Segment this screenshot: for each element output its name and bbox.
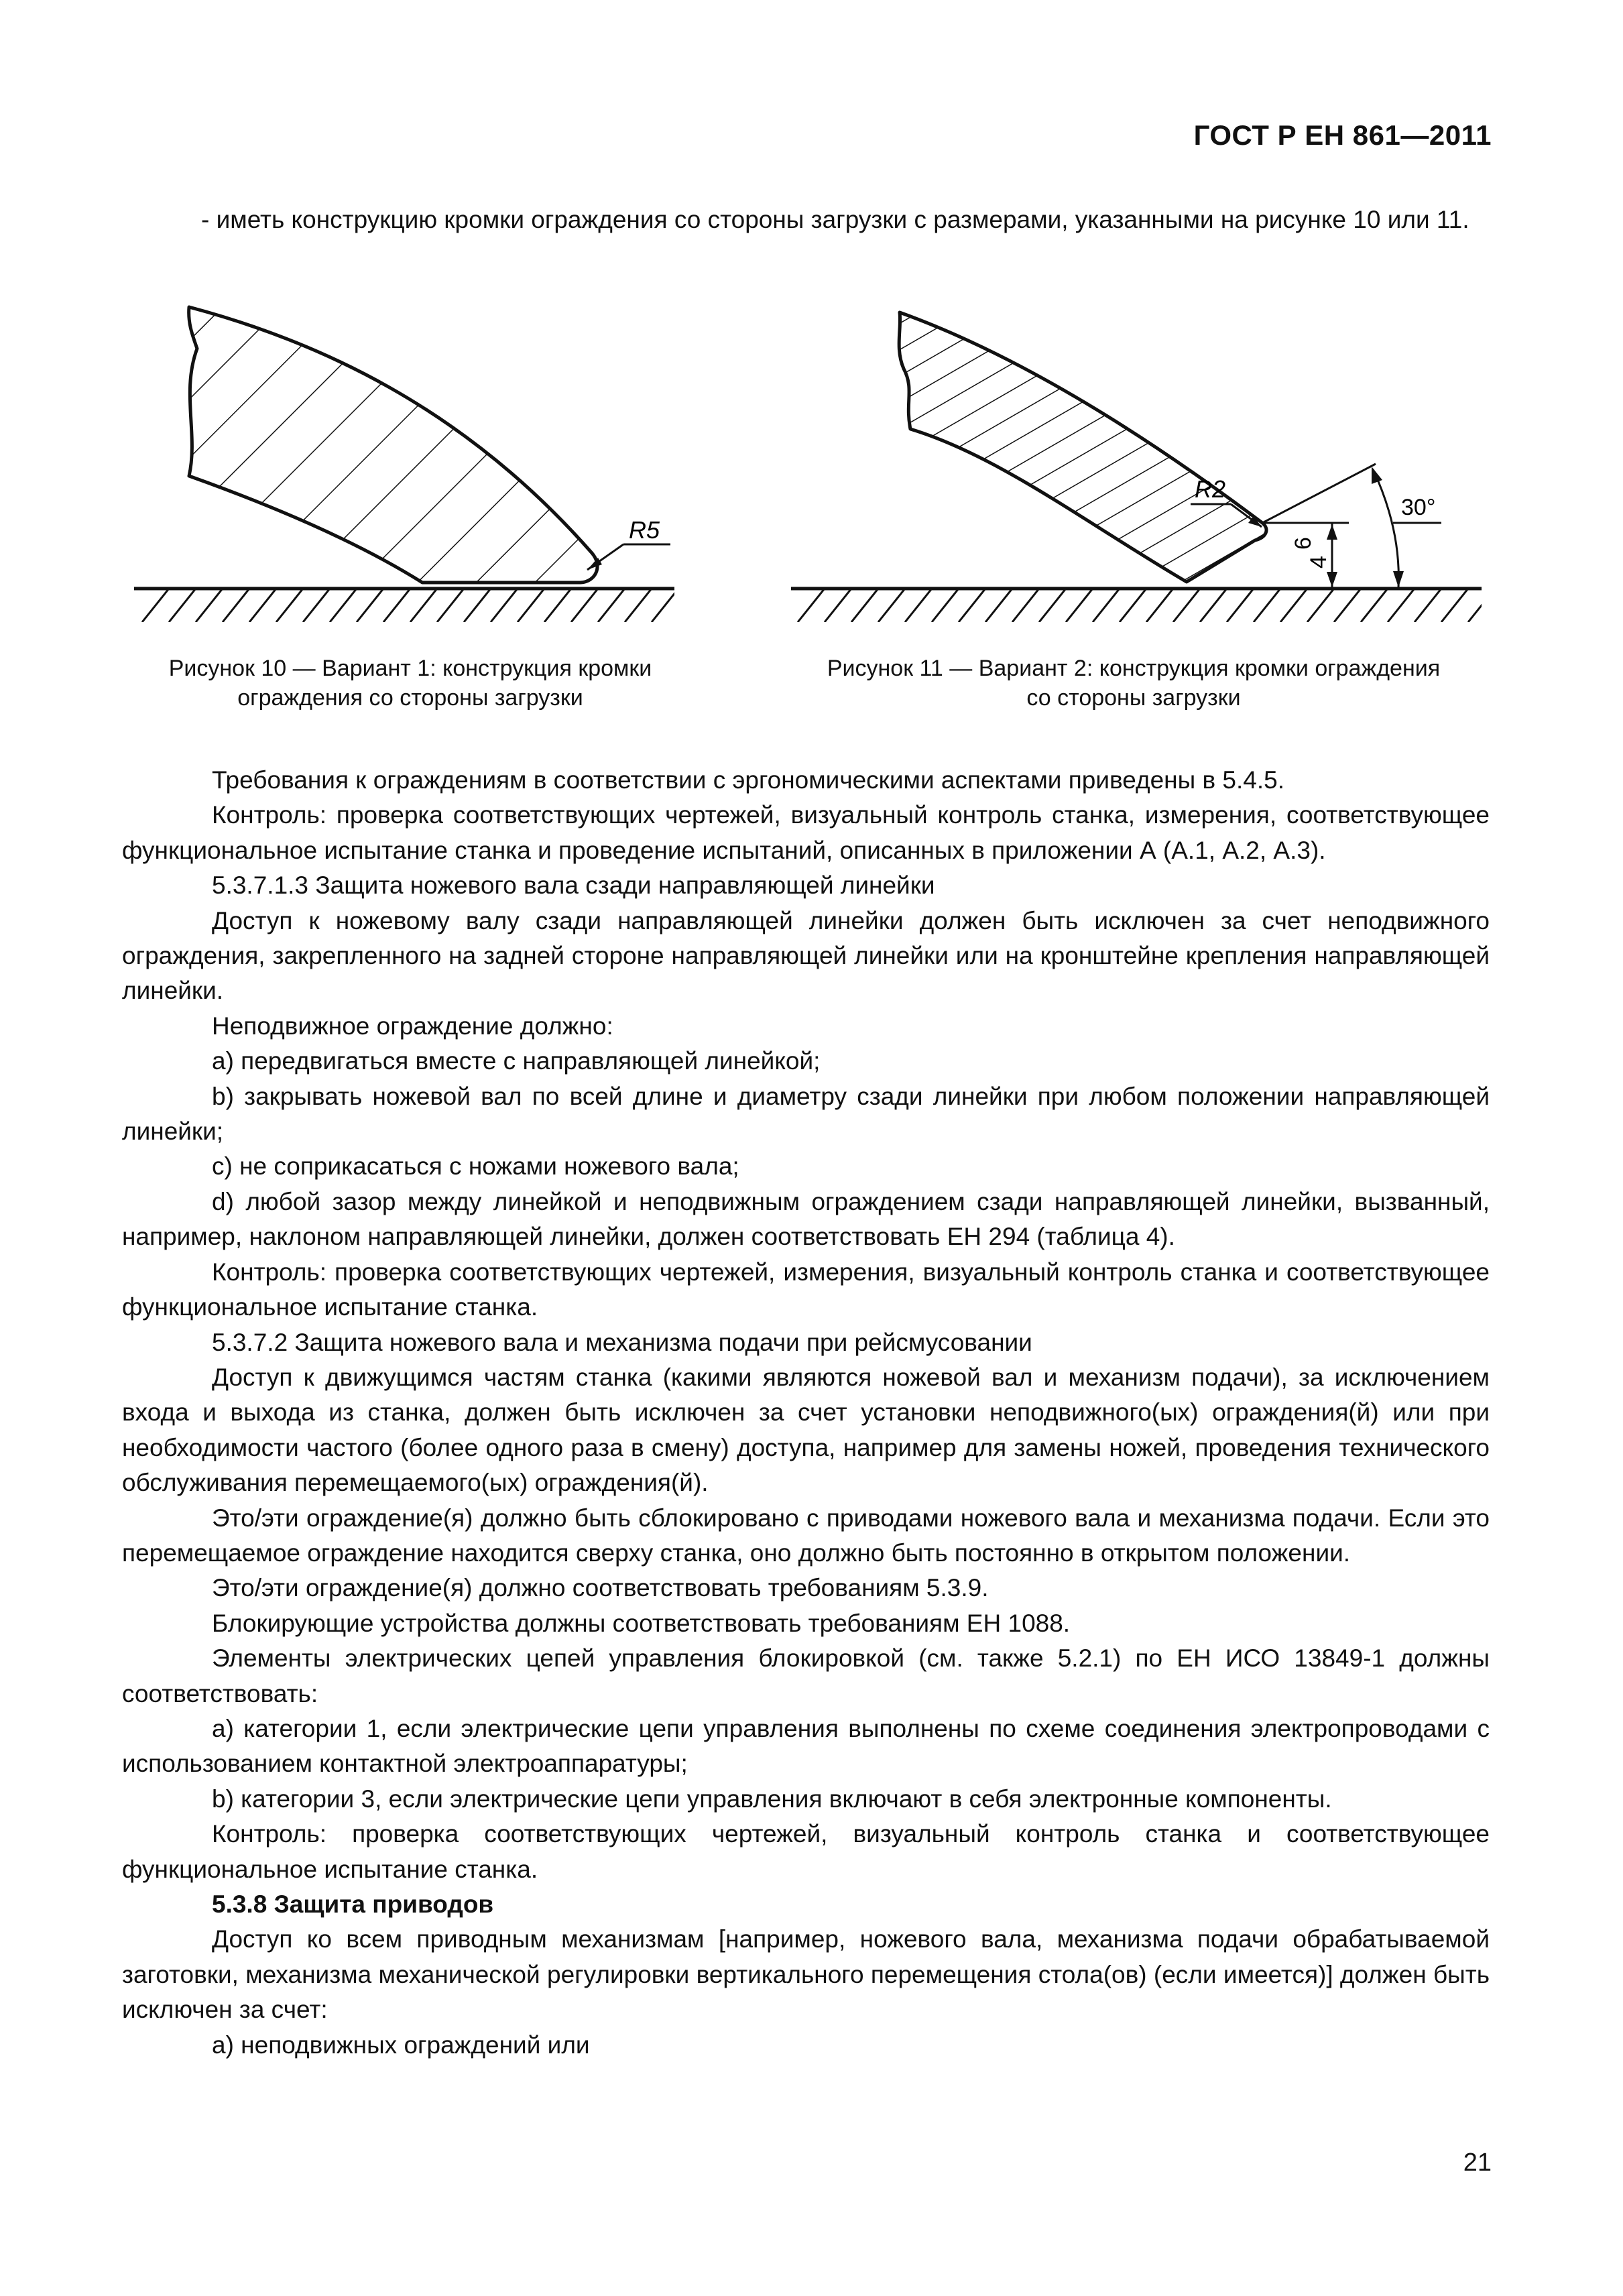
list-item: d) любой зазор между линейкой и неподвижным ограждением сзади направляющей линейки, вызванный, например, наклоном направляющей линейки, должен соответствовать ЕН 294 (таблица 4).: [122, 1187, 1490, 1251]
list-item: b) категории 3, если электрические цепи управления включают в себя электронные компоненты.: [212, 1785, 1332, 1813]
ground-hatch-1: [142, 589, 678, 622]
ground-hatch-2: [798, 589, 1495, 622]
r5-label: R5: [629, 516, 660, 544]
paragraph: Элементы электрических цепей управления блокировкой (см. также 5.2.1) по ЕН ИСО 13849-1 должны соответствовать:: [122, 1644, 1490, 1707]
page-number: 21: [1463, 2149, 1492, 2177]
list-item: c) не соприкасаться с ножами ножевого вала;: [212, 1152, 739, 1181]
figure-11-caption: [778, 654, 1490, 713]
paragraph: Это/эти ограждение(я) должно быть сблокировано с приводами ножевого вала и механизма подачи. Если это перемещаемое ограждение находится сверху станка, оно должно быть постоянно в открытом положении.: [122, 1504, 1490, 1567]
intro-paragraph: - иметь конструкцию кромки ограждения со стороны загрузки с размерами, указанными на рисунке 10 или 11.: [201, 206, 1469, 233]
paragraph: Это/эти ограждение(я) должно соответствовать требованиям 5.3.9.: [212, 1574, 989, 1602]
guard-edge-profile-1: [189, 307, 597, 583]
paragraph: Требования к ограждениям в соответствии с эргономическими аспектами приведены в 5.4.5.: [212, 766, 1284, 794]
body-text: [122, 763, 1490, 2063]
list-item: a) неподвижных ограждений или: [212, 2031, 590, 2059]
angle-line-30: [1262, 464, 1376, 523]
paragraph: Неподвижное ограждение должно:: [212, 1012, 613, 1040]
list-item: a) передвигаться вместе с направляющей линейкой;: [212, 1047, 821, 1075]
paragraph: Доступ к движущимся частям станка (какими являются ножевой вал и механизм подачи), за исключением входа и выхода из станка, должен быть исключен за счет установки неподвижного(ых) ограждения(й) или при необходимости частого (более одного раза в смену) доступа, например для замены ножей, проведения технического обслуживания перемещаемого(ых) ограждения(й).: [122, 1363, 1490, 1497]
paragraph: Контроль: проверка соответствующих чертежей, визуальный контроль станка и соответствующее функциональное испытание станка.: [122, 1820, 1490, 1883]
arc-arrow-top: [1372, 467, 1382, 484]
section-heading: 5.3.7.1.3 Защита ножевого вала сзади направляющей линейки: [212, 871, 935, 900]
figure-11-caption-line1: Рисунок 11 — Вариант 2: конструкция кромки ограждения: [827, 656, 1441, 681]
dim-arrow-top: [1327, 524, 1337, 540]
figure-10-caption: [122, 654, 699, 713]
paragraph: Контроль: проверка соответствующих чертежей, визуальный контроль станка, измерения, соответствующее функциональное испытание станка и проведение испытаний, описанных в приложении А (А.1, А.2, А.3).: [122, 801, 1490, 864]
standard-header: ГОСТ Р ЕН 861—2011: [1193, 119, 1492, 151]
figures-drawing: [0, 0, 1623, 670]
dim-4-label: 4: [1306, 556, 1331, 568]
list-item: b) закрывать ножевой вал по всей длине и диаметру сзади линейки при любом положении направляющей линейки;: [122, 1082, 1490, 1146]
list-item: a) категории 1, если электрические цепи управления выполнены по схеме соединения электропроводами с использованием контактной электроаппаратуры;: [122, 1714, 1490, 1778]
figure-11-caption-line2: со стороны загрузки: [1026, 685, 1241, 711]
figure-11: [791, 312, 1495, 622]
guard-edge-profile-2: [899, 312, 1266, 582]
figure-10-caption-line1: Рисунок 10 — Вариант 1: конструкция кромки: [168, 656, 652, 681]
paragraph: Доступ к ножевому валу сзади направляющей линейки должен быть исключен за счет неподвижного ограждения, закрепленного на задней стороне направляющей линейки или на кронштейне крепления направляющей линейки.: [122, 906, 1490, 1005]
angle-label: 30°: [1401, 495, 1436, 520]
paragraph: Блокирующие устройства должны соответствовать требованиям ЕН 1088.: [212, 1609, 1071, 1637]
arc-arrow-bottom: [1393, 571, 1404, 587]
angle-arc: [1373, 469, 1398, 587]
dim-6-label: 6: [1290, 537, 1316, 550]
r2-label: R2: [1195, 475, 1226, 503]
figure-10-caption-line2: ограждения со стороны загрузки: [237, 685, 583, 711]
dim-arrow-bottom: [1327, 572, 1337, 587]
section-heading: 5.3.7.2 Защита ножевого вала и механизма подачи при рейсмусовании: [212, 1328, 1032, 1356]
paragraph: Доступ ко всем приводным механизмам [например, ножевого вала, механизма подачи обрабатываемой заготовки, механизма механической регулировки вертикального перемещения стола(ов) (если имеется)] должен быть исключен за счет:: [122, 1925, 1490, 2024]
section-heading-bold: 5.3.8 Защита приводов: [212, 1890, 494, 1918]
paragraph: Контроль: проверка соответствующих чертежей, измерения, визуальный контроль станка и соответствующее функциональное испытание станка.: [122, 1258, 1490, 1321]
figure-10: [134, 307, 678, 622]
